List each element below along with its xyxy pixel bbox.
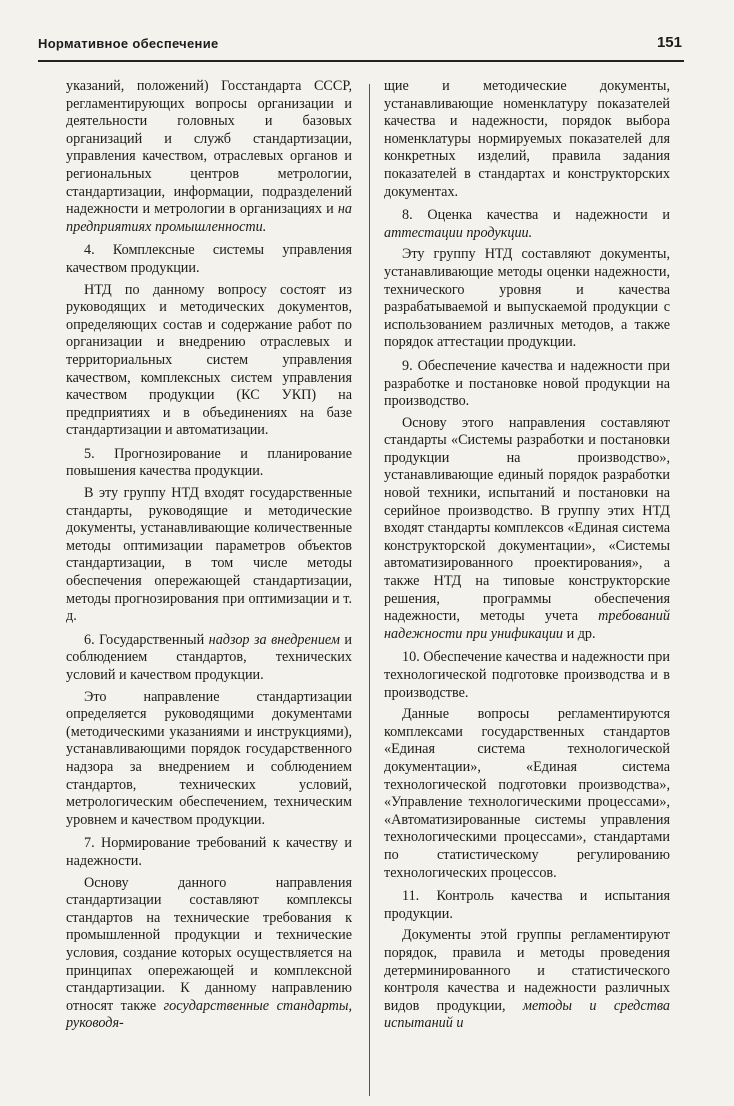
paragraph: Это направление стандартизации определяется руководящими документами (методическими указаниями и инструкциями), устанавливающими порядок государственного надзора за внедрением и соблюдением стандартов, технических условий, метрологическим обеспечением, техническим уровнем и качеством продукции. <box>66 688 352 828</box>
heading-italic-text: надзор за внедрением <box>208 631 340 648</box>
paragraph: Эту группу НТД составляют документы, устанавливающие методы оценки надежности, технического уровня и качества разрабатываемой и выпускаемой продукции с использованием различных методов, а также порядок аттестации продукции. <box>384 246 670 351</box>
left-column <box>66 78 352 1039</box>
paragraph-text: Основу этого направления составляют стандарты «Системы разработки и постановки продукции на производство», устанавливающие единый порядок разработки новой техники, испытаний и постановки на серийное производство. В группу этих НТД входят стандарты комплексов «Единая система конструкторской документации», «Системы автоматизированного проектирования», а также НТД на типовые конструкторские решения, программы обеспечения надежности, методы учета <box>384 414 670 625</box>
heading-text: 6. Государственный <box>84 631 205 648</box>
heading-text: и соблюдением стандартов, технических условий и качеством продукции. <box>66 631 353 683</box>
paragraph <box>384 415 670 644</box>
paragraph-italic-text: на предприятиях промышленности. <box>66 201 353 235</box>
paragraph-italic-text: требований надежности при унификации <box>384 608 670 642</box>
running-header <box>38 34 684 62</box>
paragraph-text: Основу данного направления стандартизации составляют комплексы стандартов на технические требования к промышленной продукции и технические условия, создание которых осуществляется на принципах опережающей и комплексной стандартизации. К данному направлению относят также <box>66 874 352 1014</box>
paragraph <box>384 927 670 1033</box>
section-heading: 10. Обеспечение качества и надежности при технологической подготовке производства и в производстве. <box>384 649 670 701</box>
paragraph <box>66 78 352 236</box>
section-title: Нормативное обеспечение <box>38 36 219 51</box>
heading-text: 8. Оценка качества и надежности и <box>402 207 670 224</box>
paragraph: Данные вопросы регламентируются комплексами государственных стандартов «Единая система технологической документации», «Единая система технологической подготовки производства», «Управление технологическими процессами», «Автоматизированные системы управления технологическими процессами», стандартами по статистическому регулированию технологических процессов. <box>384 706 670 881</box>
heading-italic-text: аттестации продукции. <box>384 224 533 241</box>
section-heading: 5. Прогнозирование и планирование повышения качества продукции. <box>66 445 352 480</box>
paragraph: В эту группу НТД входят государственные стандарты, руководящие и методические документы, устанавливающие количественные методы оптимизации параметров объектов стандартизации, в том числе методы обеспечения опережающей стандартизации, методы прогнозирования при оптимизации и т. д. <box>66 485 352 625</box>
column-divider <box>369 84 370 1096</box>
section-heading: 4. Комплексные системы управления качеством продукции. <box>66 242 352 276</box>
section-heading: 11. Контроль качества и испытания продукции. <box>384 888 670 922</box>
paragraph: НТД по данному вопросу состоят из руководящих и методических документов, определяющих состав и содержание работ по организации и внедрению отраслевых и территориальных систем управления качеством, комплексных систем управления качеством продукции (КС УКП) на предприятиях и в объединениях на базе стандартизации и автоматизации. <box>66 281 352 439</box>
paragraph: щие и методические документы, устанавливающие номенклатуру показателей качества и надежности, порядок выбора номенклатуры нормируемых показателей для конкретных изделий, правила задания показателей в стандартах и конструкторских документах. <box>384 78 670 200</box>
section-heading: 9. Обеспечение качества и надежности при разработке и постановке новой продукции на производство. <box>384 357 670 410</box>
page-number: 151 <box>656 34 682 51</box>
paragraph-italic-text: методы и средства испытаний и <box>384 997 671 1032</box>
section-heading <box>66 632 352 685</box>
paragraph-text: и др. <box>566 625 596 642</box>
paragraph-text: указаний, положений) Госстандарта СССР, регламентирующих вопросы организации и деятельности головных и базовых организаций и служб стандартизации, управления качеством, отраслевых органов и региональных центров метрологии, стандартизации, информации, подразделений надежности и метрологии в организациях и <box>66 78 352 218</box>
paragraph-text: Документы этой группы регламентируют порядок, правила и методы проведения детерминированного и статистического контроля качества и надежности различных видов продукции, <box>384 927 670 1014</box>
section-heading <box>384 207 670 242</box>
paragraph-italic-text: государственные стандарты, руководя- <box>66 997 352 1032</box>
right-column <box>384 78 670 1039</box>
section-heading: 7. Нормирование требований к качеству и надежности. <box>66 835 352 869</box>
paragraph <box>66 875 352 1033</box>
